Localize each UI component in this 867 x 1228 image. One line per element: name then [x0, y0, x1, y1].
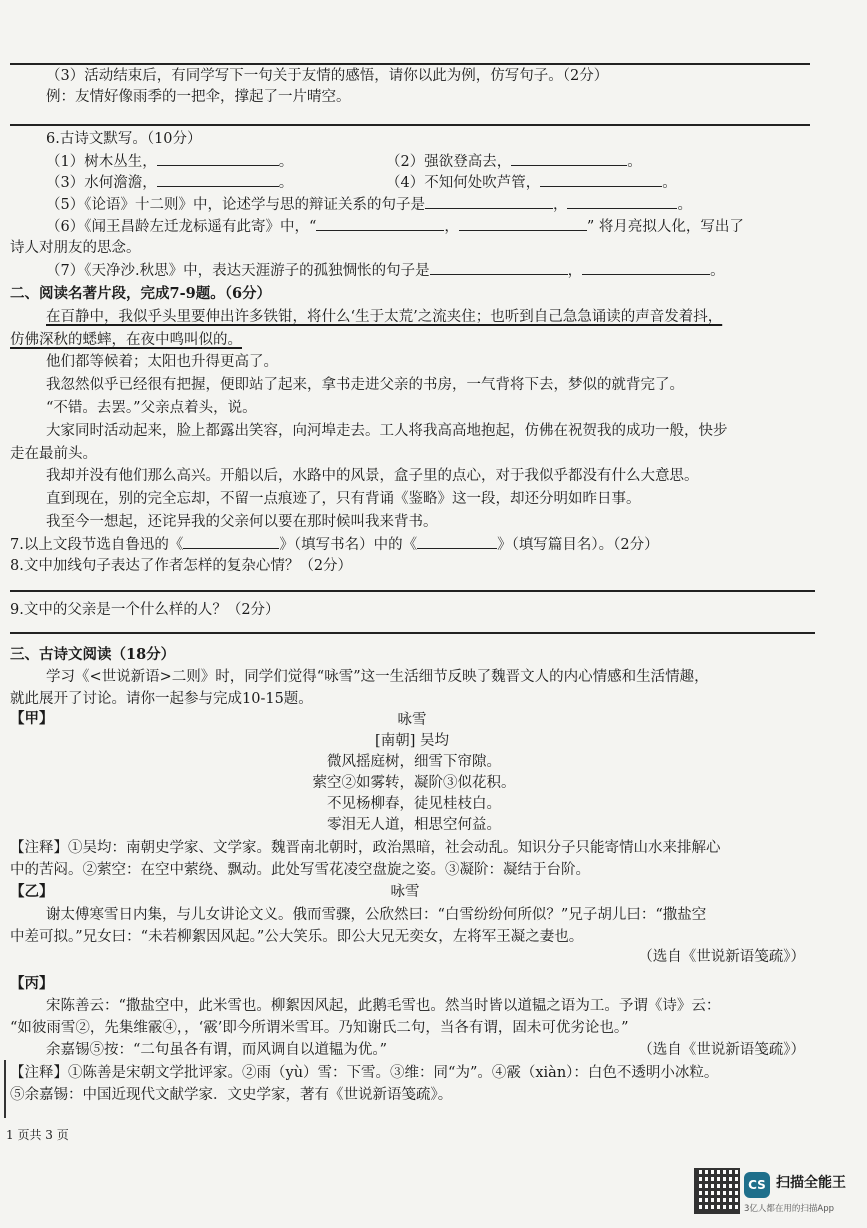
q7-text-c: 》（填写篇目名）。（2分）: [497, 537, 659, 553]
answer-blank[interactable]: [511, 151, 627, 166]
punct: 。: [627, 154, 642, 170]
q6-item-5-text: （5）《论语》十二则》中，论述学与思的辩证关系的句子是: [46, 197, 425, 213]
passage-para-6: 我却并没有他们那么高兴。开船以后，水路中的风景，盒子里的点心，对于我似乎都没有什么大意思。: [46, 468, 699, 484]
passage-para-5-cont: 走在最前头。: [10, 446, 97, 462]
passage-para-3: 我忽然似乎已经很有把握，便即站了起来，拿书走进父亲的书房，一气背将下去，梦似的就背完了。: [46, 377, 684, 393]
section-3-title: 三、古诗文阅读（18分）: [10, 646, 176, 663]
qr-code-icon: [694, 1168, 740, 1214]
yi-text-1: 谢太傅寒雪日内集，与儿女讲论文义。俄而雪骤，公欣然曰：“白雪纷纷何所似？”兄子胡儿曰：“撒盐空: [46, 907, 707, 923]
passage-para-4: “不错。去罢。”父亲点着头，说。: [46, 400, 257, 416]
passage-para-7: 直到现在，别的完全忘却，不留一点痕迹了，只有背诵《鉴略》这一段，却还分明如昨日事。: [46, 491, 641, 507]
q7-text-a: 7.以上文段节选自鲁迅的《: [10, 537, 184, 553]
answer-line: [10, 632, 815, 634]
bing-text-3: 余嘉锡⑤按：“二句虽各有谓，而风调自以道韫为优。”: [46, 1042, 388, 1058]
yi-source: （选自《世说新语笺疏》）: [638, 949, 805, 965]
scanner-tagline: 3亿人都在用的扫描App: [744, 1204, 835, 1214]
punct: ，: [567, 263, 583, 279]
punct: 。: [278, 154, 294, 170]
top-divider: [10, 63, 810, 65]
poem-line-1: 微风摇庭树，细雪下帘隙。: [327, 754, 501, 770]
answer-blank[interactable]: [567, 194, 677, 209]
note-jia-1: 【注释】①吴均：南朝史学家、文学家。魏晋南北朝时，政治黑暗，社会动乱。知识分子只能寄情山水来排解心: [10, 840, 721, 856]
section-3-intro-1: 学习《<世说新语>二则》时，同学们觉得“咏雪”这一生活细节反映了魏晋文人的内心情感和生活情趣，: [46, 669, 709, 685]
q6-item-2-text: （2）强欲登高去，: [386, 154, 512, 170]
q6-item-4: [386, 172, 677, 193]
answer-blank[interactable]: [157, 151, 279, 166]
punct: ，: [552, 197, 568, 213]
answer-blank[interactable]: [316, 216, 444, 231]
underlined-sentence-2: 仿佛深秋的蟋蟀，在夜中鸣叫似的。: [10, 332, 242, 348]
answer-blank[interactable]: [183, 534, 279, 549]
bing-text-1: 宋陈善云：“撒盐空中，此米雪也。柳絮因风起，此鹅毛雪也。然当时皆以道韫之语为工。予谓《诗》云：: [46, 998, 721, 1014]
section-3-intro-2: 就此展开了讨论。请你一起参与完成10-15题。: [10, 691, 313, 707]
poem-line-4: 零泪无人道，相思空何益。: [327, 817, 501, 833]
q6-item-7-text: （7）《天净沙.秋思》中，表达天涯游子的孤独惆怅的句子是: [46, 263, 430, 279]
page-footer: 1 页共 3 页: [6, 1128, 69, 1142]
q6-item-1: [46, 151, 293, 172]
label-bing: 【丙】: [10, 975, 54, 992]
q6-item-4-text: （4）不知何处吹芦管，: [386, 175, 541, 191]
answer-blank[interactable]: [430, 260, 568, 275]
q6-item-5: [46, 194, 692, 215]
note-bing-1: 【注释】①陈善是宋朝文学批评家。②雨（yù）雪：下雪。③维：同“为”。④霰（xiàn）：白色不透明小冰粒。: [10, 1065, 719, 1081]
passage-para-2: 他们都等候着；太阳也升得更高了。: [46, 354, 278, 370]
label-jia: 【甲】: [10, 710, 54, 727]
punct: 。: [662, 175, 677, 191]
answer-blank[interactable]: [540, 172, 662, 187]
margin-bar: [4, 1060, 6, 1118]
q6-item-2: [386, 151, 642, 172]
q6-item-6-tail: ” 将月亮拟人化，写出了: [586, 219, 744, 235]
yi-text-2: 中差可拟。”兄女曰：“未若柳絮因风起。”公大笑乐。即公大兄无奕女，左将军王凝之妻也。: [10, 929, 584, 945]
passage-para-5: 大家同时活动起来，脸上都露出笑容，向河埠走去。工人将我高高地抱起，仿佛在祝贺我的成功一般，快步: [46, 423, 728, 439]
scanner-brand: 扫描全能王: [776, 1175, 846, 1191]
punct: 。: [710, 263, 725, 279]
q6-title: 6.古诗文默写。（10分）: [46, 131, 202, 147]
q6-item-7: [46, 260, 725, 281]
q6-item-3: [46, 172, 293, 193]
punct: 。: [677, 197, 692, 213]
answer-blank[interactable]: [425, 194, 553, 209]
q7: [10, 534, 659, 555]
answer-line: [10, 124, 810, 126]
poem-author: [南朝] 吴均: [375, 733, 449, 749]
q6-item-3-text: （3）水何澹澹，: [46, 175, 157, 191]
answer-blank[interactable]: [459, 216, 587, 231]
q3-prompt: （3）活动结束后，有同学写下一句关于友情的感悟，请你以此为例，仿写句子。（2分）: [46, 68, 609, 84]
answer-line: [10, 590, 815, 592]
q6-item-1-text: （1）树木丛生，: [46, 154, 157, 170]
q6-item-6-cont: 诗人对朋友的思念。: [10, 240, 141, 256]
q3-example: 例：友情好像雨季的一把伞，撑起了一片晴空。: [46, 89, 351, 105]
q6-item-6-text: （6）《闻王昌龄左迁龙标遥有此寄》中，“: [46, 219, 317, 235]
punct: ，: [444, 219, 459, 235]
section-2-title: 二、阅读名著片段，完成7-9题。（6分）: [10, 285, 272, 302]
note-jia-2: 中的苦闷。②萦空：在空中萦绕、飘动。此处写雪花凌空盘旋之姿。③凝阶：凝结于台阶。: [10, 862, 590, 878]
answer-blank[interactable]: [582, 260, 710, 275]
bing-source: （选自《世说新语笺疏》）: [638, 1042, 805, 1058]
underlined-sentence-1: 在百静中，我似乎头里要伸出许多铁钳，将什么‘生于太荒’之流夹住；也听到自己急急诵读的声音发着抖，: [46, 309, 723, 325]
punct: 。: [278, 175, 294, 191]
poem-line-2: 萦空②如雾转，凝阶③似花积。: [312, 775, 516, 791]
poem-title: 咏雪: [397, 712, 427, 728]
q6-item-6: [46, 216, 744, 237]
bing-text-2: “如彼雨雪②，先集维霰④，，‘霰’即今所谓米雪耳。乃知谢氏二句，当各有谓，固未可优劣论也。”: [10, 1020, 629, 1036]
passage-para-8: 我至今一想起，还诧异我的父亲何以要在那时候叫我来背书。: [46, 514, 438, 530]
yi-title: 咏雪: [390, 884, 420, 900]
label-yi: 【乙】: [10, 883, 54, 900]
camscanner-logo-icon: CS: [744, 1172, 770, 1198]
poem-line-3: 不见杨柳春，徒见桂枝白。: [327, 796, 501, 812]
answer-blank[interactable]: [417, 534, 497, 549]
q8: 8.文中加线句子表达了作者怎样的复杂心情？（2分）: [10, 558, 353, 574]
note-bing-2: ⑤余嘉锡：中国近现代文献学家．文史学家，著有《世说新语笺疏》。: [10, 1087, 453, 1103]
answer-blank[interactable]: [157, 172, 279, 187]
q9: 9.文中的父亲是一个什么样的人？（2分）: [10, 602, 280, 618]
q7-text-b: 》（填写书名）中的《: [279, 537, 418, 553]
